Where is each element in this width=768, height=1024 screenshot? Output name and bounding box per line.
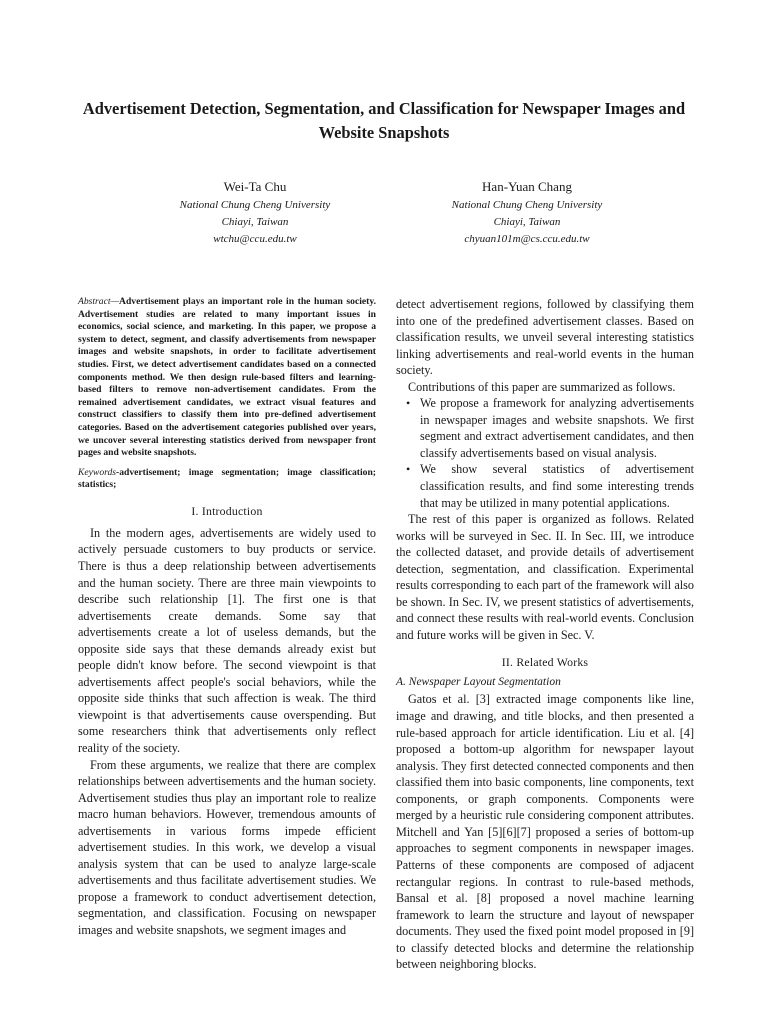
author-affiliation: National Chung Cheng University xyxy=(179,199,331,211)
paragraph: detect advertisement regions, followed by classifying them into one of the predefined advertisement classes. Based on classification results, we unveil several interesting statistics linking advertisements and real-world events in the human society. xyxy=(396,297,694,378)
paragraph: Gatos et al. [3] extracted image components like line, image and drawing, and title blocks, and then presented a rule-based approach for article identification. Liu et al. [4] proposed a bottom-up algorithm for newspaper layout analysis. They first detected connected components and then classified them into basic components, line components, text components, or graph components. Components were merged by a heuristic rule considering component attributes. Mitchell and Yan [5][6][7] proposed a series of bottom-up approaches to segment components in newspaper images. Patterns of these components are composed of adjacent rectangular regions. In contrast to rule-based methods, Bansal et al. [8] proposed a novel machine learning framework to learn the structure and layout of newspaper documents. They used the fixed point model proposed in [9] to classify detected blocks and determine the relationship between neighboring blocks. xyxy=(396,692,694,972)
contributions-list xyxy=(396,395,694,511)
section-heading-related-works: II. Related Works xyxy=(501,655,589,670)
list-item xyxy=(396,461,694,511)
author-name: Han-Yuan Chang xyxy=(482,179,572,194)
author-name: Wei-Ta Chu xyxy=(223,179,287,194)
left-column xyxy=(78,296,376,939)
keywords xyxy=(78,467,376,492)
author-email: chyuan101m@cs.ccu.edu.tw xyxy=(464,233,590,245)
author-email: wtchu@ccu.edu.tw xyxy=(213,233,297,245)
abstract-label: Abstract— xyxy=(78,296,120,307)
right-column xyxy=(396,296,694,973)
author-location: Chiayi, Taiwan xyxy=(493,216,561,228)
list-item-text: We show several statistics of advertisement classification results, and find some interesting trends that may be utilized in many potential applications. xyxy=(420,462,694,510)
abstract xyxy=(78,296,376,460)
section-heading-introduction: I. Introduction xyxy=(191,503,263,518)
list-item-text: We propose a framework for analyzing advertisements in newspaper images and website snapshots. We first segment and extract advertisement candidates, and then classify advertisements based on visual analysis. xyxy=(420,396,694,460)
keywords-label: Keywords xyxy=(78,466,117,478)
author-affiliation: National Chung Cheng University xyxy=(451,199,603,211)
subsection-heading: A. Newspaper Layout Segmentation xyxy=(396,676,561,689)
list-item xyxy=(396,395,694,461)
bullet-icon: • xyxy=(406,396,411,411)
author-2 xyxy=(377,178,677,248)
author-location: Chiayi, Taiwan xyxy=(221,216,289,228)
paragraph: Contributions of this paper are summarized as follows. xyxy=(408,379,676,394)
bullet-icon: • xyxy=(406,462,411,477)
keywords-text: -advertisement; image segmentation; image classification; statistics; xyxy=(78,466,376,491)
paragraph: The rest of this paper is organized as follows. Related works will be surveyed in Sec. II. In Sec. III, we introduce the collected dataset, and provide details of advertisement detection, segmentation, and classification. Experimental results corresponding to each part of the framework will also be shown. In Sec. IV, we present statistics of advertisements, and connect these results with real-world events. Conclusion and future works will be given in Sec. V. xyxy=(396,512,694,642)
author-1 xyxy=(105,178,405,248)
abstract-text: Advertisement plays an important role in the human society. Advertisement studies are related to many important issues in economics, social science, and marketing. In this paper, we propose a system to detect, segment, and classify advertisements from newspaper images and website snapshots, in order to facilitate advertisement studies. First, we detect advertisement candidates based on a connected components method. We then design rule-based filters and learning-based filters to remove non-advertisement candidates. From the remained advertisement candidates, we extract visual features and construct classifiers to classify them into pre-defined advertisement categories. Based on the advertisement categories published over years, we uncover several interesting statistics derived from newspaper front pages and website snapshots. xyxy=(78,296,376,459)
paragraph: From these arguments, we realize that there are complex relationships between advertisements and the human society. Advertisement studies thus play an important role to realize macro human behaviors. However, tremendous amounts of advertisements in various forms impede efficient advertisement studies. In this work, we develop a visual analysis system that can be used to analyze large-scale advertisements and thus facilitate advertisement studies. We propose a framework to conduct advertisement detection, segmentation, and classification. Focusing on newspaper images and website snapshots, we segment images and xyxy=(78,757,376,938)
paragraph: In the modern ages, advertisements are widely used to actively persuade customers to buy products or service. There is thus a deep relationship between advertisements and the human society. There are three main viewpoints to describe such relationship [1]. The first one is that advertisements create demands. Some say that advertisements create a lot of useless demands, but the opposite side says that these demands already exist but people didn't know before. The second viewpoint is that advertisements affect people's social behaviors, while the opposite side thinks that such affection is weak. The third viewpoint is that advertisements cause overspending. But some researchers think that advertisements only reflect reality of the society. xyxy=(78,525,376,756)
paper-title: Advertisement Detection, Segmentation, and Classification for Newspaper Images and Website Snapshots xyxy=(82,99,686,142)
